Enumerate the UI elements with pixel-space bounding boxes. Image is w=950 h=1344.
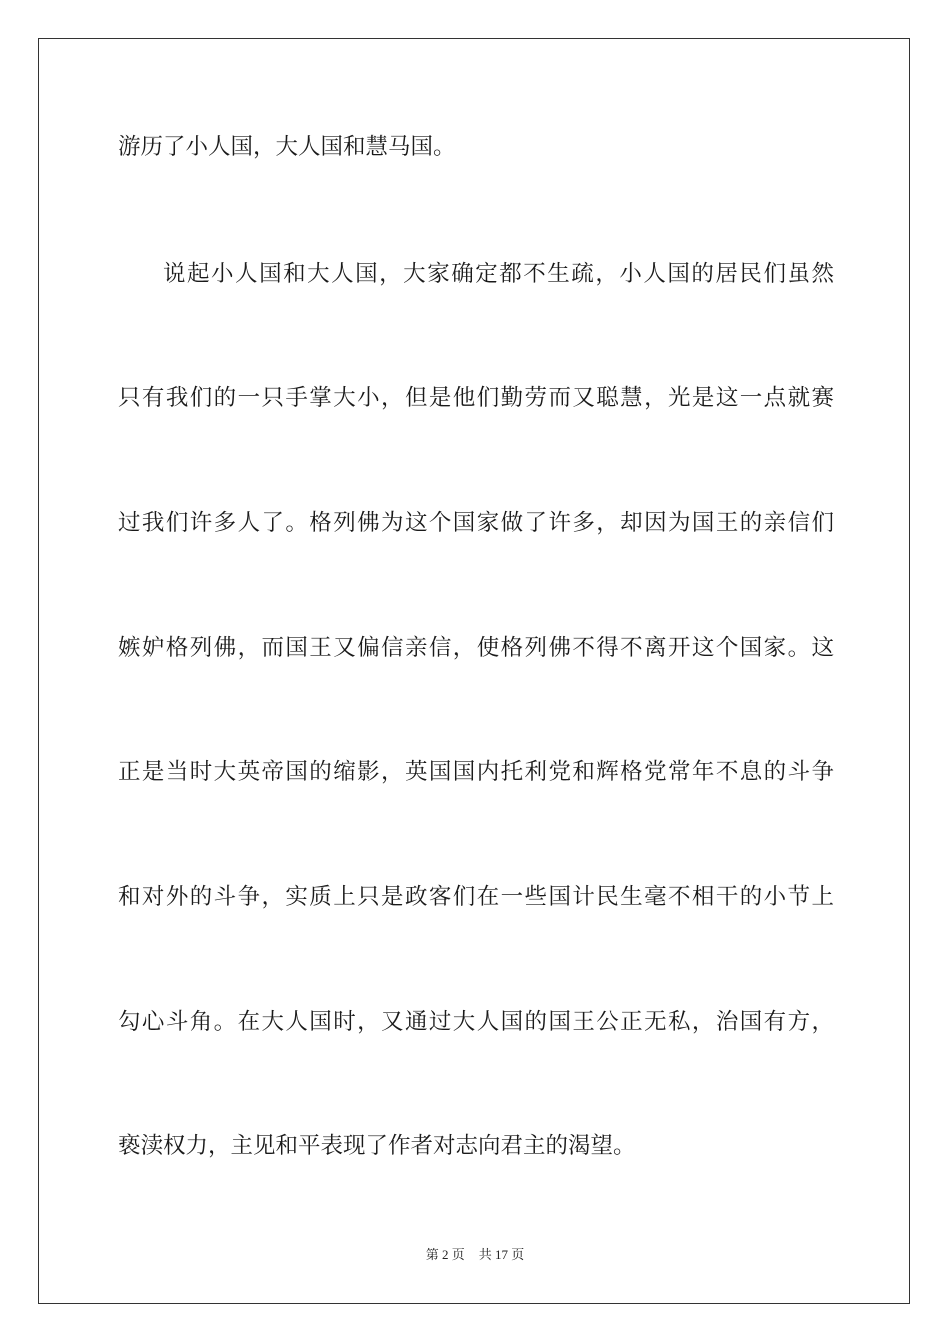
body-text-line: 正是当时大英帝国的缩影，英国国内托利党和辉格党常年不息的斗争	[118, 759, 834, 785]
body-text-line: 说起小人国和大人国，大家确定都不生疏，小人国的居民们虽然	[163, 261, 834, 287]
body-text-line: 过我们许多人了。格列佛为这个国家做了许多，却因为国王的亲信们	[118, 510, 834, 536]
body-text-line: 和对外的斗争，实质上只是政客们在一些国计民生毫不相干的小节上	[118, 884, 834, 910]
total-pages: 共 17 页	[478, 1247, 525, 1262]
page-footer	[0, 1246, 950, 1264]
page-number: 第 2 页	[425, 1247, 465, 1262]
body-text-line: 游历了小人国，大人国和慧马国。	[118, 134, 456, 160]
body-text-line: 只有我们的一只手掌大小，但是他们勤劳而又聪慧，光是这一点就赛	[118, 385, 834, 411]
body-text-line: 亵渎权力，主见和平表现了作者对志向君主的渴望。	[118, 1133, 636, 1159]
body-text-line: 嫉妒格列佛，而国王又偏信亲信，使格列佛不得不离开这个国家。这	[118, 635, 834, 661]
body-text-line: 勾心斗角。在大人国时，又通过大人国的国王公正无私，治国有方，	[118, 1009, 834, 1035]
page-border	[38, 38, 910, 1304]
